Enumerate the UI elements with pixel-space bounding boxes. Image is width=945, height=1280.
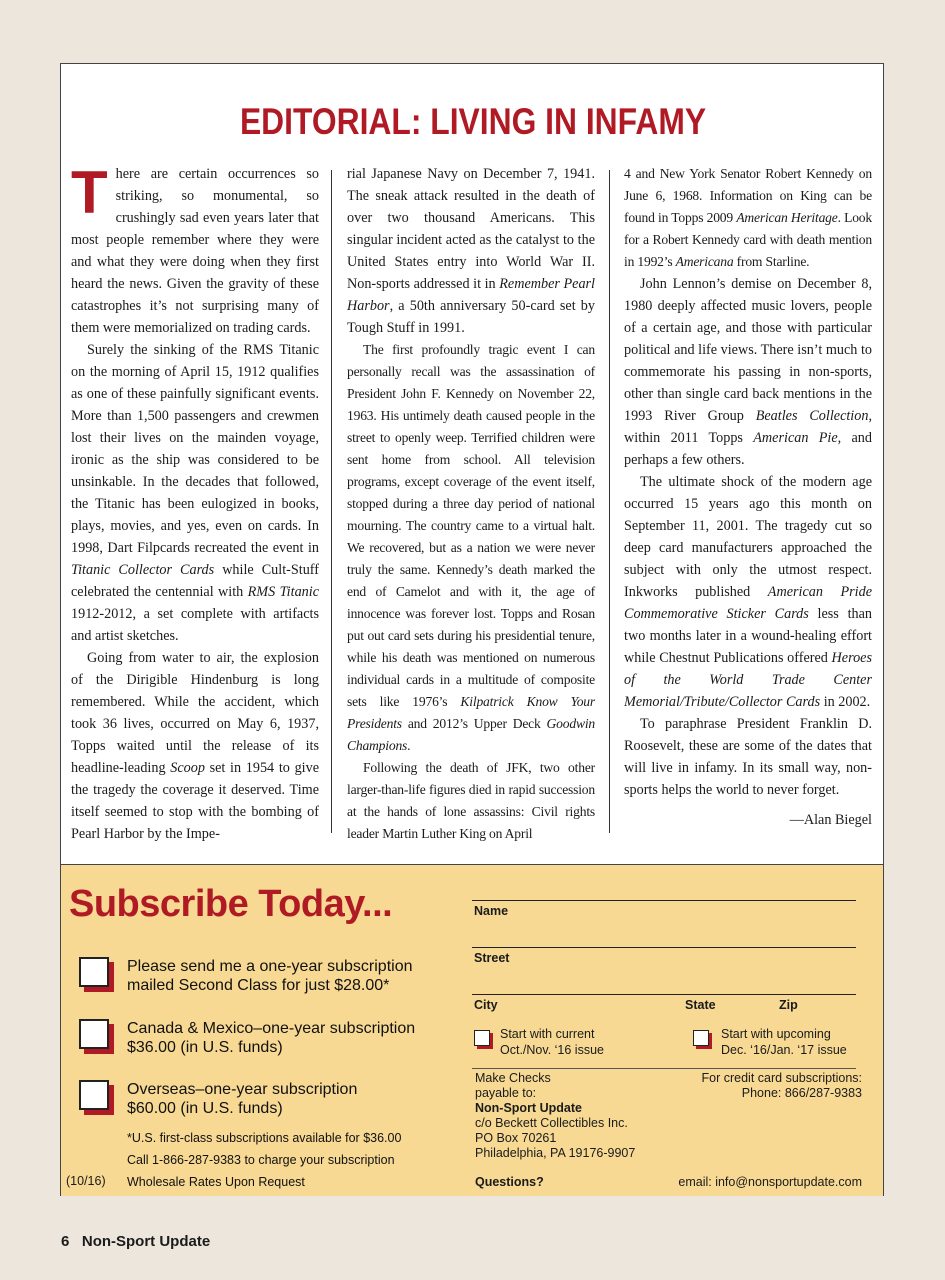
name-label: Name [474,904,509,918]
issue-code: (10/16) [66,1174,106,1188]
italic-title: Scoop [170,760,205,776]
start-line: Start with upcoming [721,1027,831,1041]
paragraph-text: Going from water to air, the explosion of the Dirigible Hindenburg is long remembered. While the accident, which took 36 lives, occurred on May 6, 1937, Topps waited until the release of its headline-leading [71,650,319,776]
italic-title: Goodwin Champions [347,716,595,753]
italic-title: American Pride Commemorative Sticker Cards [624,584,872,622]
option-line: $36.00 (in U.S. funds) [127,1039,283,1056]
section-divider [472,1068,856,1069]
option-line: $60.00 (in U.S. funds) [127,1100,283,1117]
option-line: mailed Second Class for just $28.00* [127,977,390,994]
paragraph-text: less than two months later in a wound-healing effort while Chestnut Publications offered [624,606,872,666]
info-line: Phone: 866/287-9383 [741,1086,862,1100]
email-contact[interactable]: email: info@nonsportupdate.com [678,1175,862,1189]
paragraph-text: 4 and New York Senator Robert Kennedy on June 6, 1968. Information on King can be found in Topps 2009 [624,166,872,225]
questions-label: Questions? [475,1175,544,1189]
paragraph [624,713,872,801]
payee-name: Non-Sport Update [475,1101,582,1115]
start-upcoming-label [721,1026,847,1058]
name-field[interactable] [472,900,856,901]
city-label: City [474,998,498,1012]
italic-title: Beatles Collection [755,408,869,424]
checkbox[interactable] [79,957,109,987]
start-line: Start with current [500,1027,595,1041]
info-line: PO Box 70261 [475,1131,557,1145]
editorial-column-2 [347,163,595,845]
italic-title: American Heritage [736,210,838,225]
paragraph-text: from Starline. [733,254,810,269]
start-upcoming-checkbox[interactable] [693,1030,709,1046]
checkbox[interactable] [79,1080,109,1110]
info-line: payable to: [475,1086,537,1100]
info-line: Philadelphia, PA 19176-9907 [475,1146,636,1160]
italic-title: Americana [675,254,734,269]
author-signature: —Alan Biegel [789,812,872,828]
paragraph-text: John Lennon’s demise on December 8, 1980 deeply affected music lovers, people of a certain age, and those with particular political and life views. There isn’t much to commemorate his passing in non-sports, other than single card back mentions in the 1993 River Group [624,276,872,424]
option-line: Canada & Mexico–one-year subscription [127,1020,416,1037]
publication-name: Non-Sport Update [81,1233,211,1250]
paragraph-text: while Cult-Stuff celebrated the centennial with [71,562,319,600]
paragraph [624,471,872,713]
option-line: Overseas–one-year subscription [127,1081,358,1098]
state-label: State [685,998,716,1012]
paragraph [71,159,319,339]
paragraph [624,273,872,471]
start-line: Dec. ‘16/Jan. ‘17 issue [721,1043,847,1057]
paragraph-text: rial Japanese Navy on December 7, 1941. The sneak attack resulted in the death of over two thousand Americans. This singular incident acted as the catalyst to the United States entry into World War II. Non-sports addressed it in [347,166,595,292]
editorial-panel [60,63,884,1196]
paragraph [71,339,319,647]
editorial-title: EDITORIAL: LIVING IN INFAMY [239,101,707,142]
paragraph-text: set in 1954 to give the tragedy the coverage it deserved. Time itself seemed to stop with the bombing of Pearl Harbor by the Impe- [71,760,319,842]
option-label [127,1080,357,1118]
city-state-zip-field[interactable] [472,994,856,995]
street-field[interactable] [472,947,856,948]
phone-charge-note: Call 1-866-287-9383 to charge your subscription [127,1153,395,1167]
paragraph-text: . Look for a Robert Kennedy card with death mention in 1992’s [624,210,872,269]
paragraph-text: . [407,738,411,753]
start-line: Oct./Nov. ‘16 issue [500,1043,604,1057]
paragraph-text: , a 50th anniversary 50-card set by Tough Stuff in 1991. [347,298,595,336]
paragraph [71,647,319,845]
column-rule [609,170,610,833]
italic-title: Kilpatrick Know Your Presidents [347,694,595,731]
drop-cap: T [71,159,108,226]
editorial-column-1 [71,159,319,845]
page-footer [61,1233,210,1250]
paragraph-text: Following the death of JFK, two other larger-than-life figures died in rapid succession at the hands of lone assassins: Civil rights leader Martin Luther King on April [347,760,595,841]
paragraph [624,163,872,273]
first-class-note: *U.S. first-class subscriptions available for $36.00 [127,1131,402,1145]
subscription-form [61,864,883,1196]
check-payment-info [475,1071,635,1161]
start-current-label [500,1026,604,1058]
wholesale-note: Wholesale Rates Upon Request [127,1175,305,1189]
checkbox[interactable] [79,1019,109,1049]
paragraph-text: To paraphrase President Franklin D. Roosevelt, these are some of the dates that will live in infamy. In its small way, non-sports helps the world to never forget. [624,716,872,798]
start-current-checkbox[interactable] [474,1030,490,1046]
option-line: Please send me a one-year subscription [127,958,413,975]
paragraph [347,757,595,845]
paragraph-text: The first profoundly tragic event I can personally recall was the assassination of President John F. Kennedy on November 22, 1963. His untimely death caused people in the street to openly weep. Terrified children were sent home from school. All television programs, except coverage of the event itself, stopped during a three day period of national mourning. The country came to a virtual halt. We recovered, but as a nation we were never truly the same. Kennedy’s death marked the end of Camelot and with it, the age of innocence was forever lost. Topps and Rosan put out card sets during his presidential tenure, while his death was mentioned on numerous individual cards in a multitude of composite sets like 1976’s [347,342,595,709]
zip-label: Zip [779,998,798,1012]
paragraph-text: 1912-2012, a set complete with artifacts and artist sketches. [71,606,319,644]
paragraph-text: and perhaps a few others. [624,430,872,468]
paragraph-text: Surely the sinking of the RMS Titanic on the morning of April 15, 1912 qualifies as one of these painfully significant events. More than 1,500 passengers and crewmen lost their lives on the mainden voyage, ironic as the ship was considered to be unsinkable. In the decades that followed, the Titanic has been eulogized in books, plays, movies, and yes, even on cards. In 1998, Dart Filpcards recreated the event in [71,342,319,556]
paragraph [347,339,595,757]
paragraph-text: and 2012’s Upper Deck [401,716,547,731]
italic-title: Heroes of the World Trade Center Memorial/Tribute/Collector Cards [624,650,872,710]
paragraph-text: in 2002. [820,694,871,710]
paragraph [347,163,595,339]
info-line: For credit card subscriptions: [701,1071,862,1085]
street-label: Street [474,951,510,965]
option-label [127,1019,415,1057]
paragraph-text: The ultimate shock of the modern age occurred 15 years ago this month on September 11, 2001. The tragedy cut so deep card manufacturers approached the subject with only the utmost respect. Inkworks published [624,474,872,600]
column-rule [331,170,332,833]
credit-card-info [702,1071,862,1101]
italic-title: American Pie, [753,430,842,446]
option-label [127,957,413,995]
italic-title: Titanic Collector Cards [71,562,215,578]
page-number: 6 [61,1233,70,1250]
paragraph-text: here are certain occurrences so striking, so monumental, so crushingly sad even years later that most people remember where they were and what they were doing when they first heard the news. Given the gravity of these catastrophes it’s not surprising many of them were memorialized on trading cards. [71,166,319,336]
italic-title: RMS Titanic [247,584,319,600]
info-line: Make Checks [475,1071,551,1085]
subscribe-heading: Subscribe Today... [69,883,393,925]
paragraph-text: , within 2011 Topps [624,408,872,446]
editorial-column-3 [624,163,872,831]
italic-title: Remember Pearl Harbor [347,276,595,314]
info-line: c/o Beckett Collectibles Inc. [475,1116,628,1130]
